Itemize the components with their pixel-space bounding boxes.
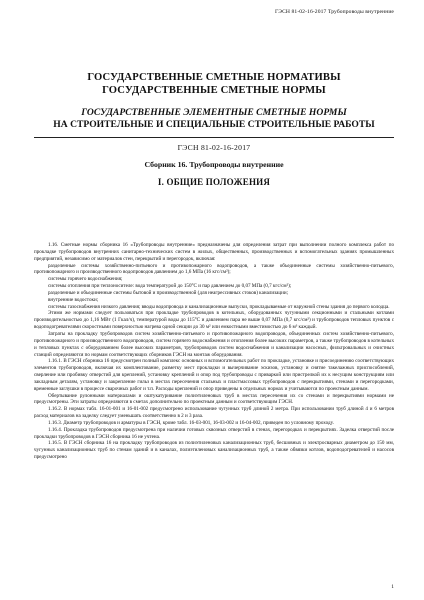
running-header: ГЭСН 81-02-16-2017 Трубопроводы внутренние (274, 9, 394, 15)
subtitle-line-1: ГОСУДАРСТВЕННЫЕ ЭЛЕМЕНТНЫЕ СМЕТНЫЕ НОРМЫ (81, 107, 347, 118)
paragraph: Затраты на прокладку трубопроводов систем хозяйственно-питьевого и противопожарного водопроводов, объединенных систем хозяйственно-питьевого, противопожарного и производственного водопроводов, систем горячего водоснабжения и отопления более высоких параметров, а также трубопроводов в котельных и тепловых пунктах с оборудованием более высоких параметров, трубопроводов систем водоснабжения и канализации насосных, фильтровальных и очистных станций определяются по нормам соответствующих сборников ГЭСН на монтаж оборудования. (34, 330, 394, 358)
paragraph: Обертывание рулонными материалами и оштукатуривание полиэтиленовых труб в местах пересечения их со стенами и перекрытиями нормами не предусмотрены. Эти затраты определяются в сметах дополнительно по проектным данным и соответствующим ГЭСН. (34, 392, 394, 406)
main-title-line-1: ГОСУДАРСТВЕННЫЕ СМЕТНЫЕ НОРМАТИВЫ (87, 72, 341, 83)
subtitle-line-2: НА СТРОИТЕЛЬНЫЕ И СПЕЦИАЛЬНЫЕ СТРОИТЕЛЬНЫЕ РАБОТЫ (53, 119, 375, 130)
paragraph: внутренние водостоки; (48, 296, 99, 303)
paragraph: разделенные и объединенные системы бытовой и производственной (для неагрессивных стоков) канализации; (48, 289, 289, 296)
paragraph: 1.16. Сметные нормы сборника 16 «Трубопроводы внутренние» предназначены для определения затрат при выполнении полного комплекса работ по прокладке трубопроводов внутренних санитарно-технических систем в жилых, общественных, производственных и вспомогательных зданиях промышленных предприятий, независимо от материалов стен, перекрытий и перегородок, включая: (34, 242, 394, 262)
collection-title: Сборник 16. Трубопроводы внутренние (144, 160, 284, 169)
paragraph: системы отопления при теплоносителе: вода температурой до 150°С и пар давлением до 0,07 МПа (0,7 кгс/см²); (48, 283, 292, 290)
title-divider (34, 137, 394, 138)
paragraph: системы горячего водоснабжения; (48, 276, 123, 283)
paragraph: 1.16.1. В ГЭСН сборника 16 предусмотрен полный комплекс основных и вспомогательных работ по прокладке, установке и присоединению соответствующих элементов трубопроводов, включая их комплектование, разметку мест прокладки и вычерчивание эскизов, установку и снятие такелажных приспособлений, сверление или пробивку отверстий для креплений, установку креплений и опор под трубопроводы с приваркой или пристрелкой их к несущим конструкциям или закладным деталям, установку и закрепление гильз в местах пересечения стальных и пластмассовых трубопроводов с перекрытиями, стенами и перегородками, временные заглушки в процессе сварочных работ и т.п. Расходы креплений и опор приведены в отдельных нормах и учитываются по проектным данным. (34, 358, 394, 392)
section-heading: I. ОБЩИЕ ПОЛОЖЕНИЯ (157, 177, 271, 187)
main-title-line-2: ГОСУДАРСТВЕННЫЕ СМЕТНЫЕ НОРМЫ (102, 85, 326, 96)
paragraph: системы газоснабжения низкого давления; вводы водопровода и канализационные выпуски, прокладываемые от наружной стены здания до первого колодца. (48, 303, 390, 310)
paragraph: разделенные системы хозяйственно-питьевого и противопожарного водопроводов, а также объединенные системы хозяйственно-питьевого, противопожарного и производственного водопроводов давлением до 1,6 МПа (16 кгс/см²); (34, 262, 394, 276)
paragraph: Этими же нормами следует пользоваться при прокладке трубопроводов в котельных, оборудованных чугунными секционными и стальными котлами производительностью до 1,16 МВт (1 Гкал/ч), температурой воды до 115°С и давлением пара не выше 0,07 МПа (0,7 кгс/см²) и трубопроводов тепловых пунктов с водоподогревателями скоростными поверхностью нагрева одной секции до 30 м² или емкостными вместимостью до 6 м³ каждый. (34, 310, 394, 331)
page-number: 1 (391, 584, 394, 590)
paragraph: 1.16.5. В ГЭСН сборника 16 на прокладку трубопроводов из полиэтиленовых канализационных труб, бесшовных и электросварных диаметром до 150 мм, чугунных канализационных труб по стенам зданий и в каналах, полиэтиленовых канализационных труб, а также обвязки котлов, водоподогревателей и насосов предусмотрено (34, 440, 394, 461)
document-code: ГЭСН 81-02-16-2017 (177, 143, 251, 152)
paragraph: 1.16.2. В нормах табл. 16-01-001 и 16-01-002 предусмотрено использование чугунных труб длиной 2 метра. При использовании труб длиной 4 и 6 метров расход материалов на заделку следует уменьшать соответственно в 2 и 3 раза. (34, 406, 394, 420)
title-block (34, 71, 394, 187)
paragraph: 1.16.3. Диаметр трубопроводов и арматуры в ГЭСН, кроме табл. 16-03-001, 16-03-002 и 16-04-002, приведен по условному проходу. (48, 419, 334, 426)
paragraph: 1.16.4. Прокладка трубопроводов предусмотрена при наличии готовых сквозных отверстий в стенах, перегородках и перекрытиях. Заделка отверстий после прокладки трубопроводов в ГЭСН сборника 16 не учтена. (34, 426, 394, 440)
body-text (34, 242, 394, 461)
